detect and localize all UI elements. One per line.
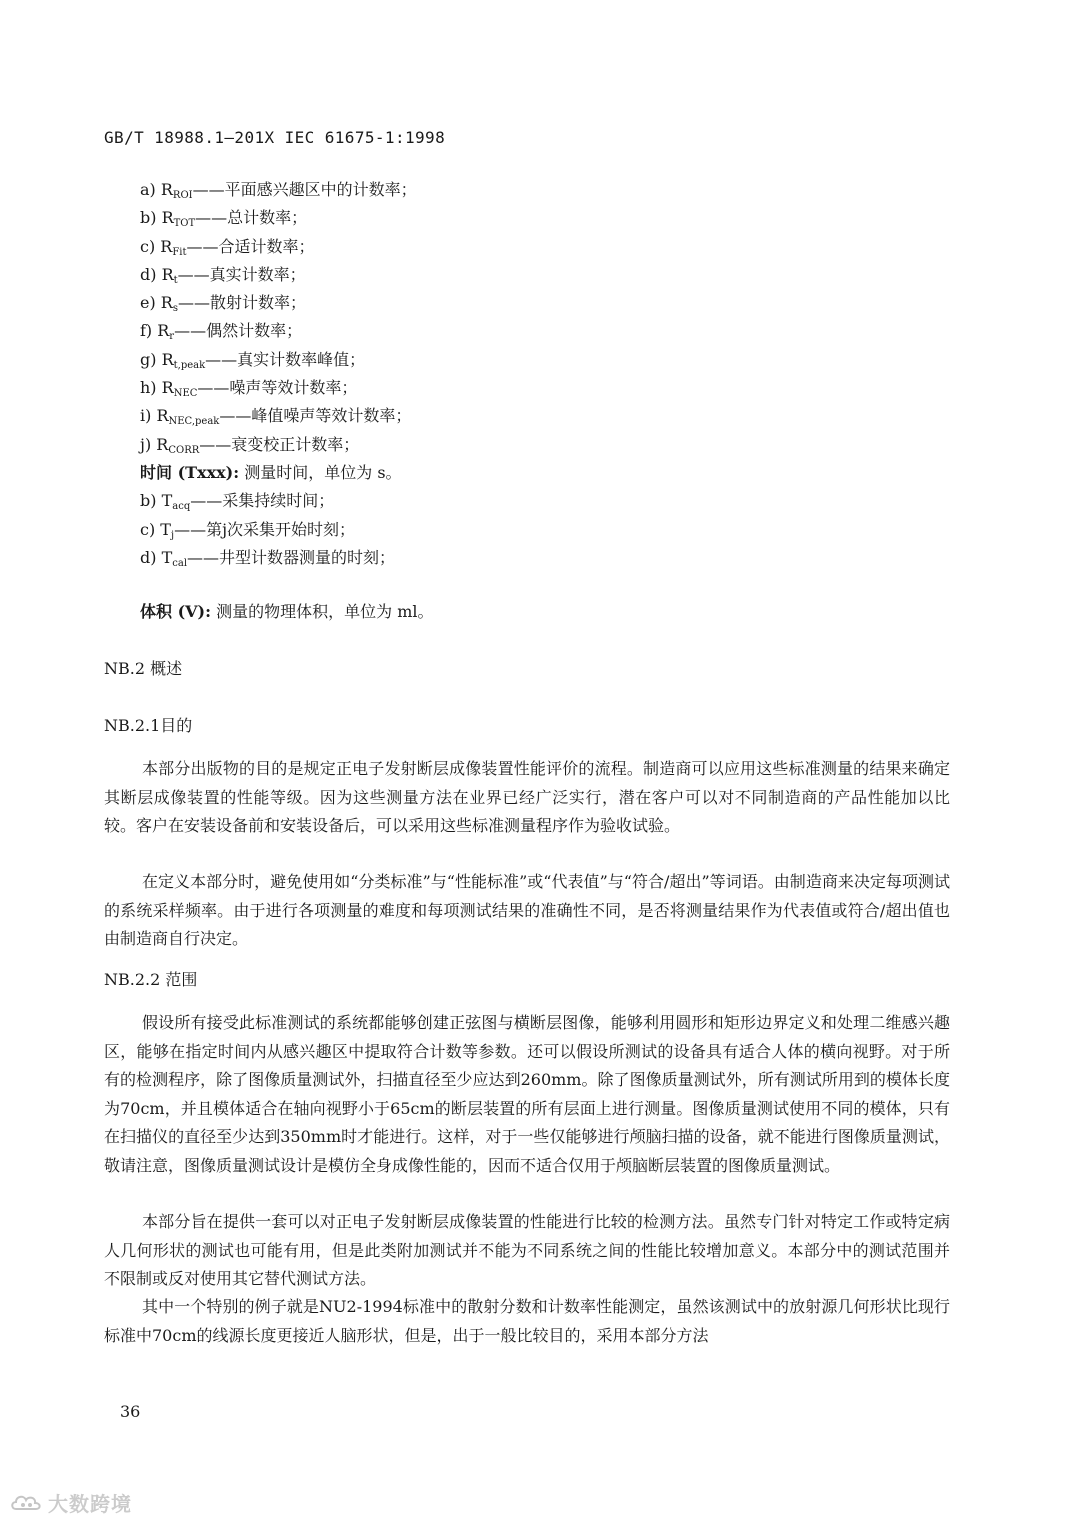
time-item: c) $T_j——$第j次采集开始时刻； <box>140 519 356 541</box>
time-item: b) $T_{acq}——$采集持续时间； <box>140 491 335 513</box>
watermark <box>10 1488 132 1517</box>
cloud-logo-icon <box>10 1492 44 1514</box>
paragraph-scope-1: 假设所有接受此标准测试的系统都能够创建正弦图与横断层图像，能够利用圆形和矩形边界定义和处理二维感兴趣区，能够在指定时间内从感兴趣区中提取符合计数等参数。还可以假设所测试的设备具有适合人体的横向视野。对于所有的检测程序，除了图像质量测试外，扫描直径至少应达到260mm。除了图像质量测试外，所有测试所用到的模体长度为70cm，并且模体适合在轴向视野小于65cm的断层装置的所有层面上进行测量。图像质量测试使用不同的模体，只有在扫描仪的直径至少达到350mm时才能进行。这样，对于一些仅能够进行颅脑扫描的设备，就不能进行图像质量测试，敬请注意，图像质量测试设计是模仿全身成像性能的，因而不适合仅用于颅脑断层装置的图像质量测试。 <box>104 1013 950 1175</box>
definition-item: a) $R_{ROI}——$平面感兴趣区中的计数率； <box>140 180 417 201</box>
definition-item: g) $R_{t,peak}——$真实计数率峰值； <box>140 349 366 371</box>
paragraph-purpose-1: 本部分出版物的目的是规定正电子发射断层成像装置性能评价的流程。制造商可以应用这些标准测量的结果来确定其断层成像装置的性能等级。因为这些测量方法在业界已经广泛实行，潜在客户可以对不同制造商的产品性能加以比较。客户在安装设备前和安装设备后，可以采用这些标准测量程序作为验收试验。 <box>104 759 950 836</box>
page-number: 36 <box>120 1402 141 1421</box>
definition-item: h) $R_{NEC}——$噪声等效计数率； <box>140 378 358 400</box>
watermark-text: 大数跨境 <box>48 1492 132 1516</box>
definition-item: e) $R_s——$散射计数率； <box>140 293 306 315</box>
definition-item: d) $R_t——$真实计数率； <box>140 264 306 286</box>
section-heading-nb21: NB.2.1目的 <box>104 716 193 735</box>
section-heading-nb22: NB.2.2 范围 <box>104 970 198 989</box>
paragraph-scope-2: 本部分旨在提供一套可以对正电子发射断层成像装置的性能进行比较的检测方法。虽然专门针对特定工作或特定病人几何形状的测试也可能有用，但是此类附加测试并不能为不同系统之间的性能比较增加意义。本部分中的测试范围并不限制或反对使用其它替代测试方法。 <box>104 1212 950 1289</box>
definition-item: b) $R_{TOT}——$总计数率； <box>140 208 308 230</box>
definition-item: f) $R_r——$偶然计数率； <box>140 321 303 343</box>
time-item: d) $T_{cal}——$井型计数器测量的时刻； <box>140 547 396 569</box>
section-heading-nb2: NB.2 概述 <box>104 659 183 678</box>
time-heading: 时间 (Txxx): 测量时间，单位为 s。 <box>140 462 402 482</box>
paragraph-scope-3: 其中一个特别的例子就是NU2-1994标准中的散射分数和计数率性能测定，虽然该测试中的放射源几何形状比现行标准中70cm的线源长度更接近人脑形状，但是，出于一般比较目的，采用本部分方法 <box>104 1297 950 1345</box>
definition-item: i) $R_{NEC,peak}——$峰值噪声等效计数率； <box>140 406 412 428</box>
paragraph-purpose-2: 在定义本部分时，避免使用如“分类标准”与“性能标准”或“代表值”与“符合/超出”等词语。由制造商来决定每项测试的系统采样频率。由于进行各项测量的难度和每项测试结果的准确性不同，是否将测量结果作为代表值或符合/超出值也由制造商自行决定。 <box>104 872 950 949</box>
definition-item: c) $R_{Fit}——$合适计数率； <box>140 236 315 258</box>
document-header: GB/T 18988.1—201X IEC 61675-1:1998 <box>104 128 446 147</box>
volume-definition: 体积 (V): 测量的物理体积，单位为 ml。 <box>140 602 434 621</box>
definition-list <box>140 176 417 572</box>
definition-item: j) $R_{CORR}——$衰变校正计数率； <box>140 434 360 456</box>
